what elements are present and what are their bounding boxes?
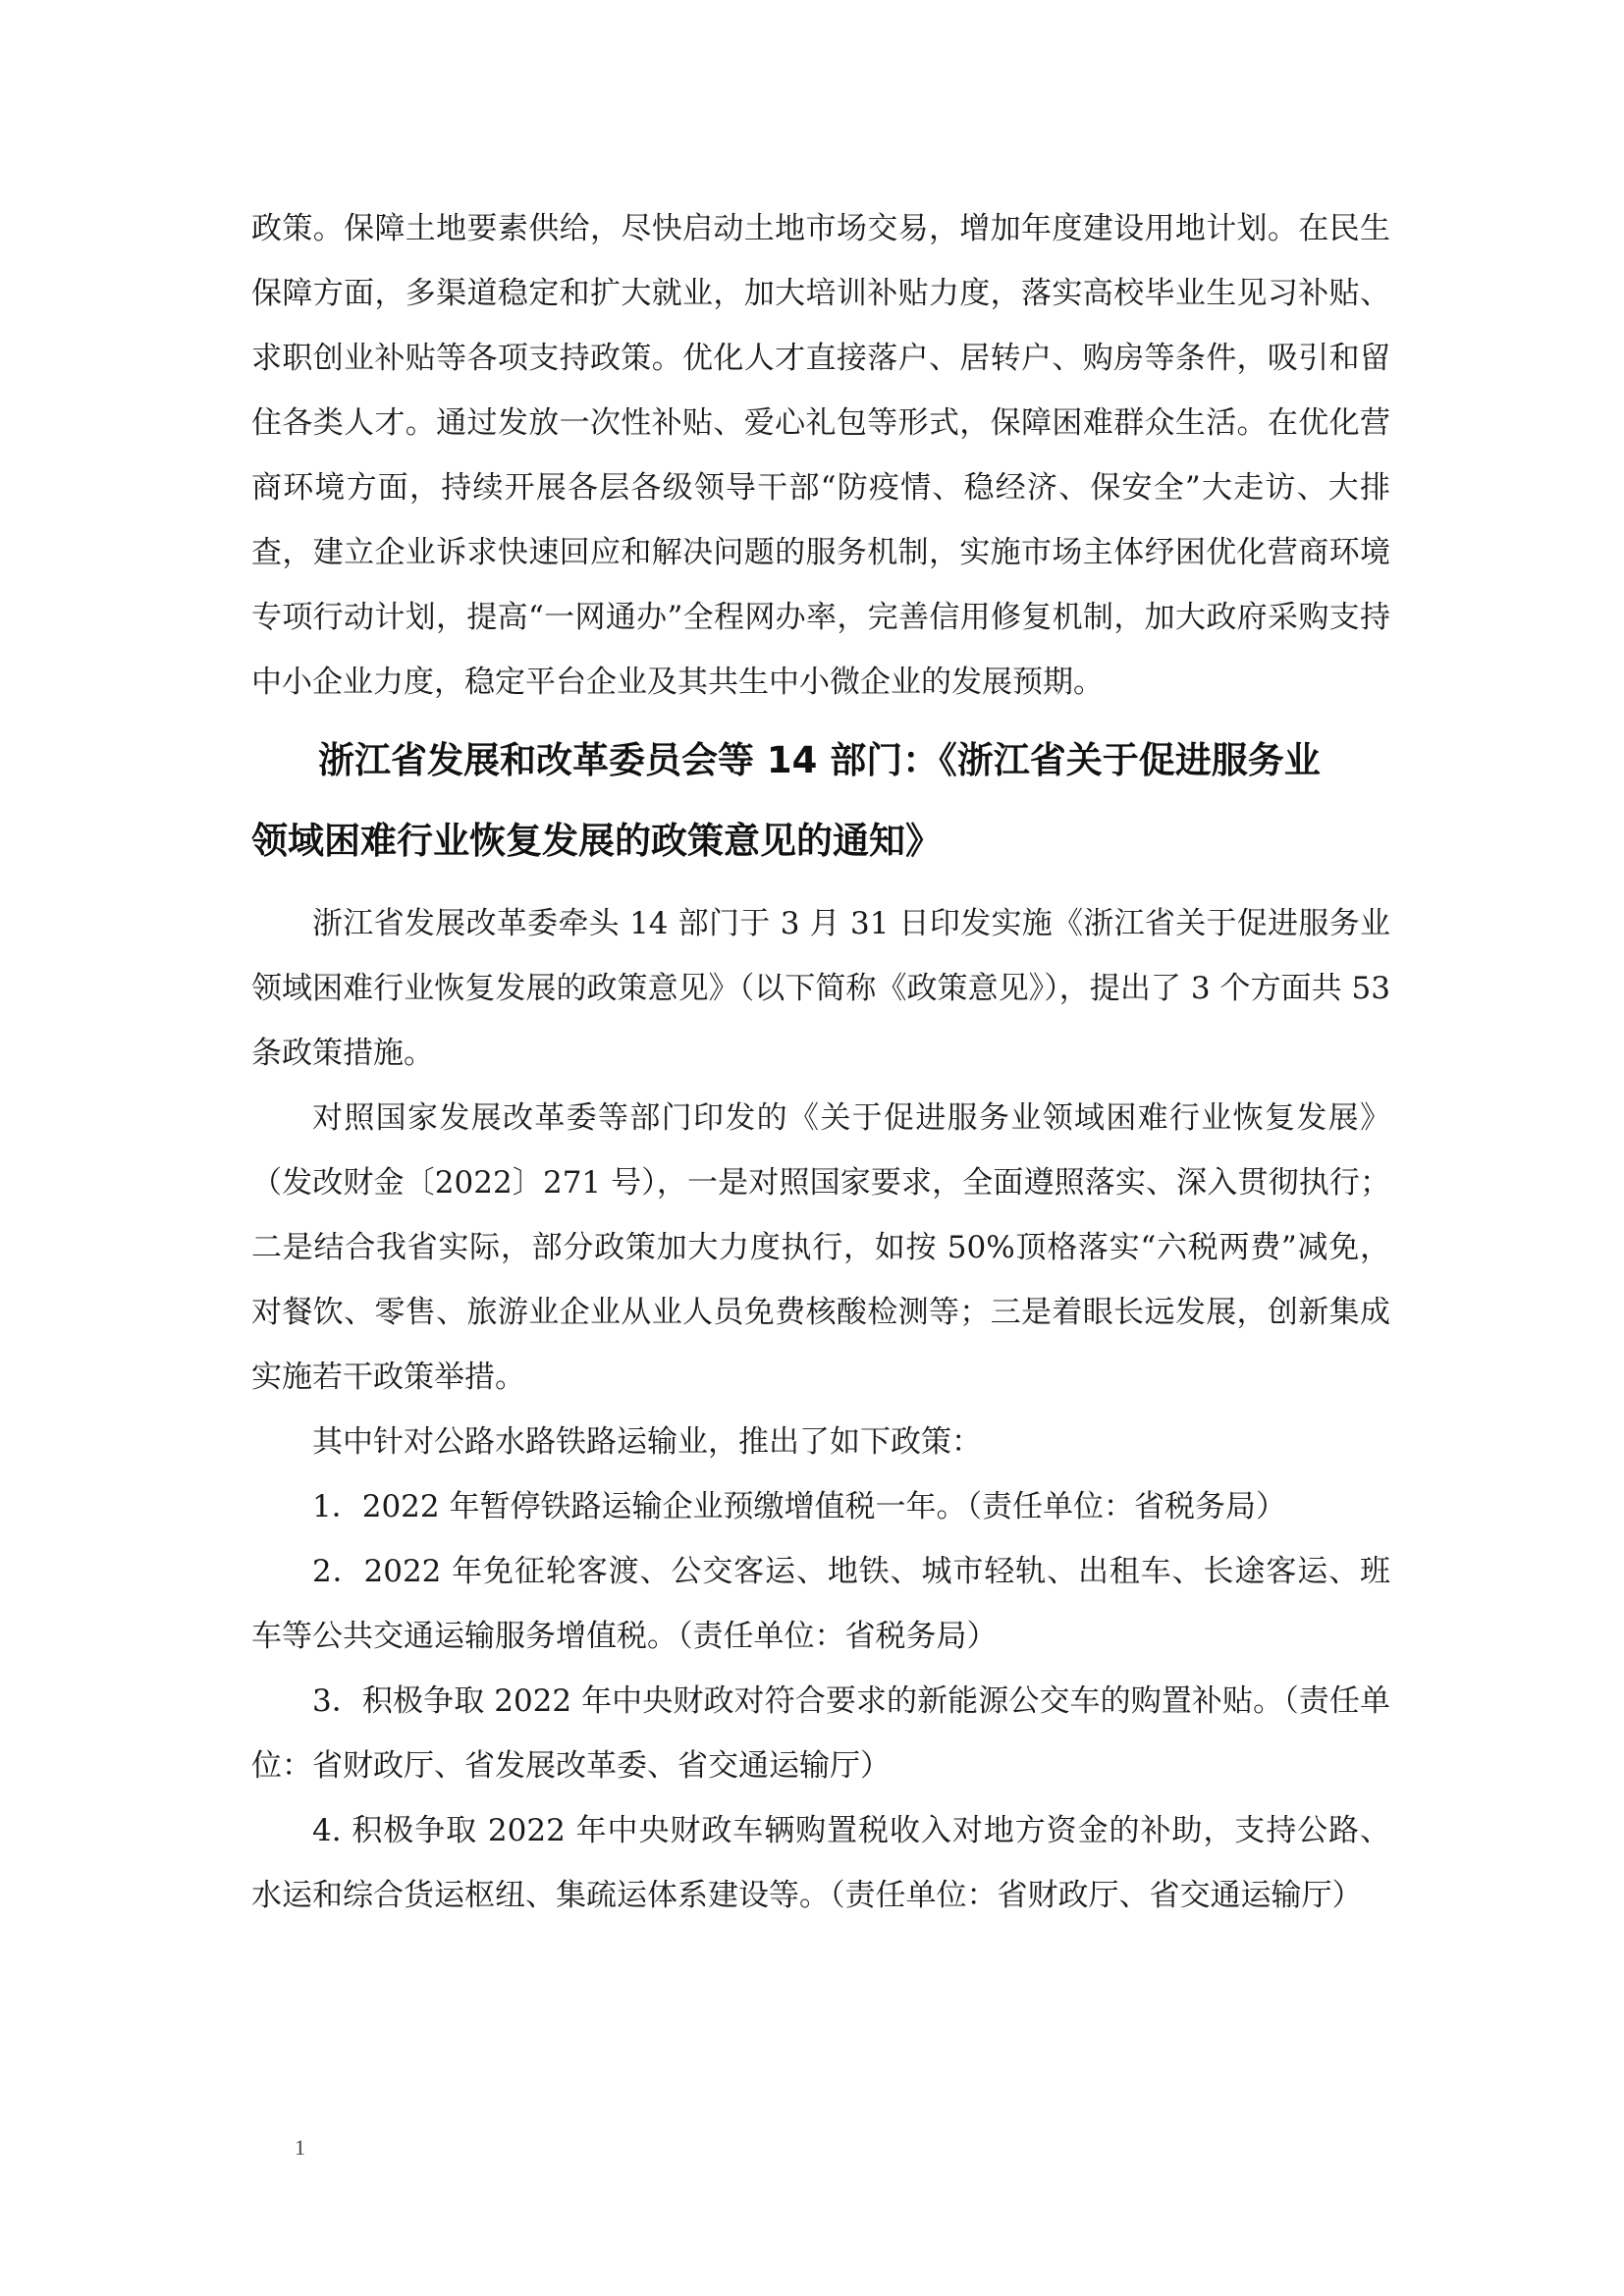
- policy-item-1: 1．2022 年暂停铁路运输企业预缴增值税一年。（责任单位：省税务局）: [312, 1489, 1286, 1524]
- section-heading-line2: 领域困难行业恢复发展的政策意见的通知》: [251, 820, 942, 862]
- body-paragraph: 其中针对公路水路铁路运输业，推出了如下政策：: [312, 1424, 982, 1460]
- page-number: 1: [295, 2135, 305, 2160]
- body-paragraph: 对照国家发展改革委等部门印发的《关于促进服务业领域困难行业恢复发展》（发改财金〔2022〕271 号），一是对照国家要求，全面遵照落实、深入贯彻执行；二是结合我省实际，部分政策加大力度执行，如按 50%顶格落实“六税两费”减免，对餐饮、零售、旅游业企业从业人员免费核酸检测等；三是着眼长远发展，创新集成实施若干政策举措。: [251, 1100, 1390, 1395]
- body-paragraph-continuation: 政策。保障土地要素供给，尽快启动土地市场交易，增加年度建设用地计划。在民生保障方面，多渠道稳定和扩大就业，加大培训补贴力度，落实高校毕业生见习补贴、求职创业补贴等各项支持政策。优化人才直接落户、居转户、购房等条件，吸引和留住各类人才。通过发放一次性补贴、爱心礼包等形式，保障困难群众生活。在优化营商环境方面，持续开展各层各级领导干部“防疫情、稳经济、保安全”大走访、大排查，建立企业诉求快速回应和解决问题的服务机制，实施市场主体纾困优化营商环境专项行动计划，提高“一网通办”全程网办率，完善信用修复机制，加大政府采购支持中小企业力度，稳定平台企业及其共生中小微企业的发展预期。: [251, 211, 1390, 700]
- page-content: [251, 196, 1390, 1928]
- body-paragraph: 浙江省发展改革委牵头 14 部门于 3 月 31 日印发实施《浙江省关于促进服务业领域困难行业恢复发展的政策意见》（以下简称《政策意见》），提出了 3 个方面共 53 条政策措施。: [251, 906, 1390, 1071]
- policy-item-2: 2．2022 年免征轮客渡、公交客运、地铁、城市轻轨、出租车、长途客运、班车等公共交通运输服务增值税。（责任单位：省税务局）: [251, 1554, 1390, 1654]
- section-heading: [251, 721, 1390, 881]
- policy-item-3: 3．积极争取 2022 年中央财政对符合要求的新能源公交车的购置补贴。（责任单位：省财政厅、省发展改革委、省交通运输厅）: [251, 1683, 1390, 1784]
- policy-item-4: 4. 积极争取 2022 年中央财政车辆购置税收入对地方资金的补助，支持公路、水运和综合货运枢纽、集疏运体系建设等。（责任单位：省财政厅、省交通运输厅）: [251, 1813, 1390, 1913]
- section-heading-line1: 浙江省发展和改革委员会等 14 部门：《浙江省关于促进服务业: [318, 739, 1321, 781]
